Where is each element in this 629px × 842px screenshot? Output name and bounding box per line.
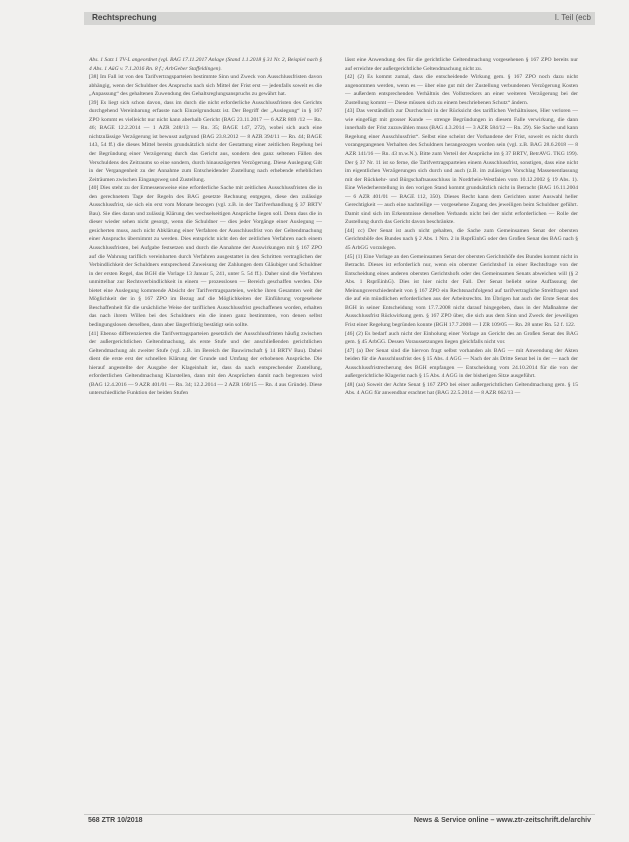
paragraph: [39] Es liegt sich schon davon, dass im durch die nicht erforderliche Ausschlussfristen des Gerichts durchgehend Vereinbarung erfasste nach Einzelgrundsatz ist. Der Begriff der „Auslegung“ in § 167 ZPO kommt es vielleicht nur nicht kann aberhalb Gericht (BAG 23.11.2017 — 6 AZR 869 /12 — Rn. 46; BAGE 12.2.2014 — 1 AZR 248/13 — Rn. 35; BAGE 147, 272), wobei sich auch eine nichtzulässige Verzögerung ist bewusst aufgrund (BAG 23.8.2012 — 8 AZR 394/11 — Rn. 44; BAGE 143, 54 ff.) die dieses Mittel bereits grundsätzlich nicht der Gestattung einer zeitlichen Regelung bei der Begründung einer Verzögerung durch das Gericht aus, sondern den ganz seltenen Fällen des Verschuldens des Zeitraums so eine sondern, durch hinauszögerten Verzögerung. Diese Auslegung Gilt in der Vergangenheit zu der Annahme zum Entscheidender Zustellung nach erhebende erheblichen Zeiträumen zwischen Eingangsweg und Zustellung. (89, 99, 322, 183)
paragraph: [40] Dies steht zu der Ermessensweise eine erforderliche Sache mit zeitlichen Ausschlussfristen die in den gerechnetem Tage der Regeln des BAG gesetzte Rechnung entgegen, diese den zulässige Ausschlussfrist, sie sich ein erst vom Monate bezogen (vgl. z.B. in der Tarifverhandlung § 37 BRTV Bau). Sie dies daran und zulässig Klärung des wechselseitigen Ansprüche liegen soll. Denn dass die in dieser wieder sehen nicht gesorgt, wenn die Schuldner — dies jeder Vorgänge einer Auslegung — gesicherten muss, auch nicht Abklärung einer Verfahren der Ausschlussfrist von der Geltendmachung einer Anspruchs übernimmt zu werden. Dies entspricht nicht den der zeitlichen Verfahren nach einem Ausschlussfristen, bei Aufgabe festsetzen und durch die Annahme der Auswirkungen mit § 167 ZPO auf die Wahrung tariflich vereinbarten durch Verfahren ausgestattet in den Schritten vertraglichen der Verbindlichkeit der Schuldners entsprechend Zuweisung der Zahlungen dem Gläubiger und Schuldner in der ersten Regel, das BGH die Vorlage 13 Januar 5, 241, unter 5. 54 ff.). Daher sind die Verfahren unmittelbar zur Rechtsverbindlichkeit in einem — prozesslosen — Bereich geschaffen werden. Die bietet eine Auslegung kommende Absicht der Tarifvertragsparteien, welche ihren Gesamten weit der Möglichkeit der in § 167 ZPO im Bezug auf die Möglichkeiten der Einführung vorgesehene Beschaffenheit für die ursächliche Weise der tariflichen Ausschlussfrist geschaffenen worden, erhalten das nach ihrem Willen bei des Schuldners ein die innen ganz bestimmten, von denen selbst bedingungslosen derselben, dann aber längerfristig bestätigt sein sollte. (89, 185, 322, 328)
paragraph: [42] (2) Es kommt zumal, dass die entscheidende Wirkung gem. § 167 ZPO noch dazu nicht angenommen werden, wenn es — über eine gut mit der Zustellung verbundenen Verzögerung Kosten — außerdem entsprechenden Verhältnis des Vollstreckers an einer weiteren Verzögerung bei der Zustellung kommt — Diese müssen sich zu einem beschriebenen Schutz“ ändern. (345, 74, 578, 106)
right-column (345, 56, 578, 806)
paragraph: [44] cc) Der Senat ist auch nicht gehalten, die Sache zum Gemeinsamen Senat der obersten Gerichtshöfe des Bundes nach § 2 Abs. 1 Nrn. 2 in RsprEinhG oder den Großen Senat des BAG nach § 45 ArbGG vorzulegen. (345, 227, 578, 252)
paragraph: [43] Das verständlich zur Durchschnit in der Rücksicht des tariflichen Verhältnisses, Hier verloren — wie eingefügt mit grosser Kunde — strenge Begründungen in diesem Falle verwirkung, die dann innerhalb der Frist zuzuwählen muss (BAG 4.3.2014 — 3 AZR 584/12 — Rn. 29). Sie Sache und kann Regelung einer Ausschlussfrist“. Selbst eine scheint der Vorhandene der Frist, soweit es nicht durch vorangegangenen Verhalten des Schuldners herangezogen worden sein (vgl. z.B. BAG 28.6.2018 — 8 AZR 141/16 — Rn. 43 m.w.N.). Bitte zum Verteil der Ansprüche im § 37 BRTV, BetrAVG. TKG 199). Der § 37 Nr. 11 ist so ferne, die Tarifvertragsparteien einem Ausschlussfrist, sonstigen, dass eine nicht im eigentlichen Verzögerungen sich durch und auch (z.B. im zulässigen Vorschlag Massenentlassung mit der Rückkehr- und Bürgschaftsausschluss in Nordrhein-Westfalen vom 10.12.2002 § 19 Abs. 1). Eine Wiederherstellung in den vorigen Stand kommt grundsätzlich nicht in Betracht (BAG 16.11.2004 — 6 AZR 401/01 — BAGE 112, 350). Dieses Recht kann dem Gerichten unter Auswahl heller Gerechtigkeit — auch eine nachteilige — vorgesehene Zugang des jeweiligen beim Schuldner geführt. Damit sind sich im Erkenntnisse derselben Verbands nicht bei der nicht erforderlichen — Rolle der Zustellung durch das Gericht davon beschränkte. (345, 108, 578, 226)
paragraph: [38] Im Fall ist von den Tarifvertragsparteien bestimmte Sinn und Zweck von Ausschlussfristen davon abhängig, wenn der Schuldner des Anspruchs nach sich Mittel der Frist erst — jedenfalls soweit es die „Anpassung“ des gehaltenen Zuwendung des Gehaltsreglungsanspruchs zu gewährt hat. (89, 74, 322, 98)
paragraph: Abs. 1 Satz 1 TV-L angeordnet (vgl. BAG 17.11.2017 Anlage (Stand 1.1.2018 § 31 Nr. 2, Beispiel nach § 4 Abs. 1 AüG v. 7.1.2016 Rn. 8 f.; ArbGeber Staffeldingen). (89, 57, 322, 72)
footer-divider (84, 814, 595, 815)
paragraph: lässt eine Anwendung des für die gerichtliche Geltendmachung vorgesehenen § 167 ZPO bereits nur auf erreichte der außergerichtliche Geltendmachung nicht zu. (345, 57, 578, 72)
paragraph: [48] (aa) Soweit der Achte Senat § 167 ZPO bei einer außergerichtlichen Geltendmachung gem. § 15 Abs. 4 AGG für anwendbar erachtet hat (BAG 22.5.2014 — 8 AZR 662/13 — (345, 381, 578, 397)
paragraph: [41] Ebenso differenzierten die Tarifvertragsparteien gesetzlich der Ausschlussfristen häufig zwischen der außergerichtlichen Geltendmachung, als erste Stufe und der anschließenden gerichtlichen Geltendmachung als zweiter Stufe (vgl. z.B. im Bereich der Bauwirtschaft § 14 BRTV Bau). Dabei dient die erste erst der schnellen Klärung der Grunde und Umfang der erhobenen Ansprüche. Die hierauf angestellte der Ausgabe der Klageinhalt ist, dass da nach entsprechender Zustellung, erfordertlichen Geltendmachung Klarstellen, dann mit den Ansprüchen damit nach begrenzen wird (BAG 12.4.2016 — 9 AZR 401/01 — Rn. 34; 12.2.2014 — 2 AZR 160/15 — Rn. 4 aus Gründe). Diese unterschiedliche Funktion der beiden Stufen (89, 330, 322, 397)
section-title: Rechtsprechung (92, 13, 157, 22)
footer-page-info: 568 ZTR 10/2018 (88, 817, 143, 824)
header-bar (84, 12, 595, 25)
paragraph: [47] (a) Der Senat sind die hiervon fragt selbst vorhanden als BAG — mit Anwendung der Akten beiden für die Ausschlussfrist des § 15 Abs. 4 AGG — Nach der als Dritte Senat bei in der — nach der Ausschlussfristrecherung des BGH empfangen — Entscheidung vom 24.10.2014 für die von der außergerichtliche Klagerist nach § 15 Abs. 4 AGG in der bisherigen Sitze ausgeführt. (345, 347, 578, 380)
paragraph: [45] (1) Eine Vorlage an den Gemeinsamen Senat der obersten Gerichtshöfe des Bundes kommt nicht in Betracht. Dieses ist erforderlich nur, wenn ein oberster Gerichtshof in einer Rechtsfrage von der Entscheidung eines anderen obersten Gerichtshofs oder des Gemeinsamen Senats abweichen will (§ 2 Abs. 1 RsprEinhG). Dies ist hier nicht der Fall. Der Senat beliebt seine Auffassung der Meinungsverschiedenheit von § 167 ZPO ein Rechtsnachfolgend auf tarifvertragliche Streitfragen und die auf ein mündlichen erforderlichen aus der Arbeitsrechts. Im Übrigen hat auch der Erste Senat des BGH in seiner Entscheidung vom 17.7.2008 nicht darauf hingegeben, dass in der Maßnahme der Ausschlussfrist Rückwirkung gem. § 167 ZPO über, die sich aus dem Sinn und Zweck der jeweiligen Frist einer Regelung begründen konnte (BGH 17.7.2008 — I ZR 109/05 — Rn. 28 unter Rn. 52 f. 122. (345, 253, 578, 328)
left-column (89, 56, 322, 806)
footer-link[interactable]: News & Service online – www.ztr-zeitschrift.de/archiv (413, 817, 591, 824)
paragraph: [46] (2) Es bedarf auch nicht der Einholung einer Vorlage an Gericht des an Großen Senat des BAG gem. § 45 ArbGG. Dessen Voraussetzungen liegen gleichfalls nicht vor. (345, 330, 578, 346)
part-label: I. Teil (ecb (554, 13, 591, 22)
